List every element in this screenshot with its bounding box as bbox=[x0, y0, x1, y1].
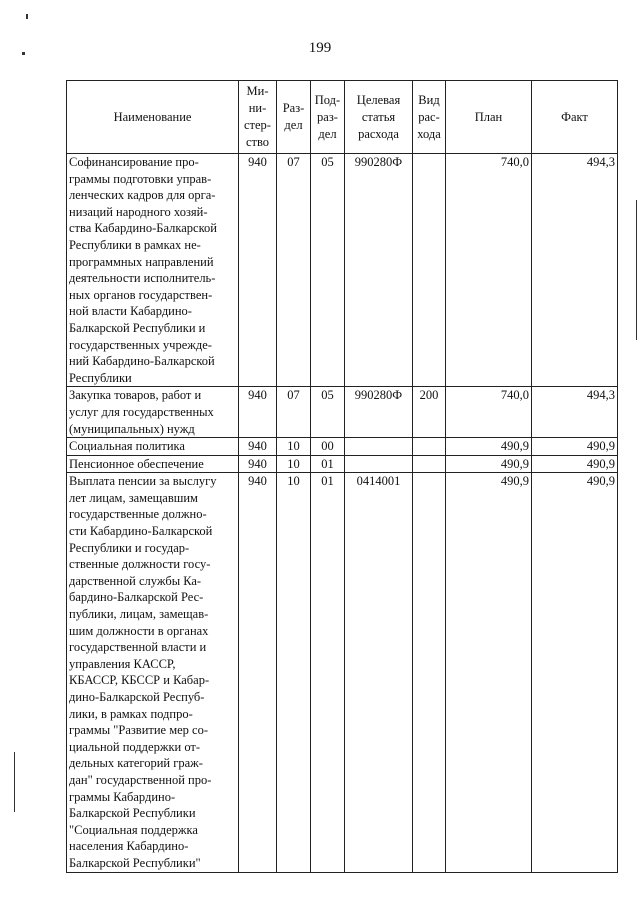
row-subsection: 05 bbox=[311, 154, 345, 387]
row-name: Пенсионное обеспечение bbox=[67, 455, 239, 473]
row-name: Софинансирование про- граммы подготовки управ- ленческих кадров для орга- низаций народного хозяй- ства Кабардино-Балкарской Республики в рамках не- программных направлений деятельности исполнитель- ных органов государствен- ной власти Кабардино- Балкарской Республики и государственных учрежде- ний Кабардино-Балкарской Республики bbox=[67, 154, 239, 387]
row-expense-type bbox=[413, 455, 446, 473]
row-subsection: 05 bbox=[311, 387, 345, 438]
row-target-article bbox=[345, 455, 413, 473]
row-fact: 490,9 bbox=[532, 473, 618, 872]
header-name: Наименование bbox=[67, 81, 239, 154]
table-row bbox=[67, 473, 618, 872]
row-target-article: 0414001 bbox=[345, 473, 413, 872]
header-plan: План bbox=[446, 81, 532, 154]
row-plan: 490,9 bbox=[446, 438, 532, 456]
row-fact: 490,9 bbox=[532, 438, 618, 456]
row-expense-type bbox=[413, 154, 446, 387]
header-ministry: Ми- ни- стер- ство bbox=[239, 81, 277, 154]
header-subsection: Под- раз- дел bbox=[311, 81, 345, 154]
page-number: 199 bbox=[308, 40, 332, 56]
row-expense-type: 200 bbox=[413, 387, 446, 438]
row-section: 07 bbox=[277, 387, 311, 438]
row-section: 07 bbox=[277, 154, 311, 387]
table-row bbox=[67, 154, 618, 387]
row-target-article: 990280Ф bbox=[345, 154, 413, 387]
row-section: 10 bbox=[277, 473, 311, 872]
table-row bbox=[67, 387, 618, 438]
scan-artifact bbox=[26, 14, 28, 19]
row-ministry: 940 bbox=[239, 438, 277, 456]
row-name: Закупка товаров, работ и услуг для государственных (муниципальных) нужд bbox=[67, 387, 239, 438]
table-row bbox=[67, 438, 618, 456]
row-plan: 740,0 bbox=[446, 387, 532, 438]
header-fact: Факт bbox=[532, 81, 618, 154]
table-row bbox=[67, 455, 618, 473]
row-ministry: 940 bbox=[239, 455, 277, 473]
row-name: Выплата пенсии за выслугу лет лицам, замещавшим государственные должно- сти Кабардино-Балкарской Республики и государ- ственные должности госу- дарственной службы Ка- бардино-Балкарской Рес- публики, лицам, замещав- шим должности в органах государственной власти и управления КАССР, КБАССР, КБССР и Кабар- дино-Балкарской Респуб- лики, в рамках подпро- граммы "Развитие мер со- циальной поддержки от- дельных категорий граж- дан" государственной про- граммы Кабардино- Балкарской Республики "Социальная поддержка населения Кабардино- Балкарской Республики" bbox=[67, 473, 239, 872]
row-expense-type bbox=[413, 473, 446, 872]
row-target-article bbox=[345, 438, 413, 456]
row-section: 10 bbox=[277, 438, 311, 456]
row-target-article: 990280Ф bbox=[345, 387, 413, 438]
scan-artifact bbox=[636, 200, 637, 340]
budget-table bbox=[66, 80, 618, 873]
scan-artifact bbox=[14, 752, 15, 812]
row-fact: 494,3 bbox=[532, 387, 618, 438]
row-plan: 490,9 bbox=[446, 473, 532, 872]
row-ministry: 940 bbox=[239, 473, 277, 872]
row-fact: 494,3 bbox=[532, 154, 618, 387]
row-subsection: 00 bbox=[311, 438, 345, 456]
row-plan: 740,0 bbox=[446, 154, 532, 387]
header-section: Раз- дел bbox=[277, 81, 311, 154]
row-expense-type bbox=[413, 438, 446, 456]
row-subsection: 01 bbox=[311, 473, 345, 872]
row-subsection: 01 bbox=[311, 455, 345, 473]
row-name: Социальная политика bbox=[67, 438, 239, 456]
row-ministry: 940 bbox=[239, 387, 277, 438]
row-section: 10 bbox=[277, 455, 311, 473]
header-row bbox=[67, 81, 618, 154]
row-fact: 490,9 bbox=[532, 455, 618, 473]
row-ministry: 940 bbox=[239, 154, 277, 387]
row-plan: 490,9 bbox=[446, 455, 532, 473]
header-expense-type: Вид рас- хода bbox=[413, 81, 446, 154]
header-target-article: Целевая статья расхода bbox=[345, 81, 413, 154]
